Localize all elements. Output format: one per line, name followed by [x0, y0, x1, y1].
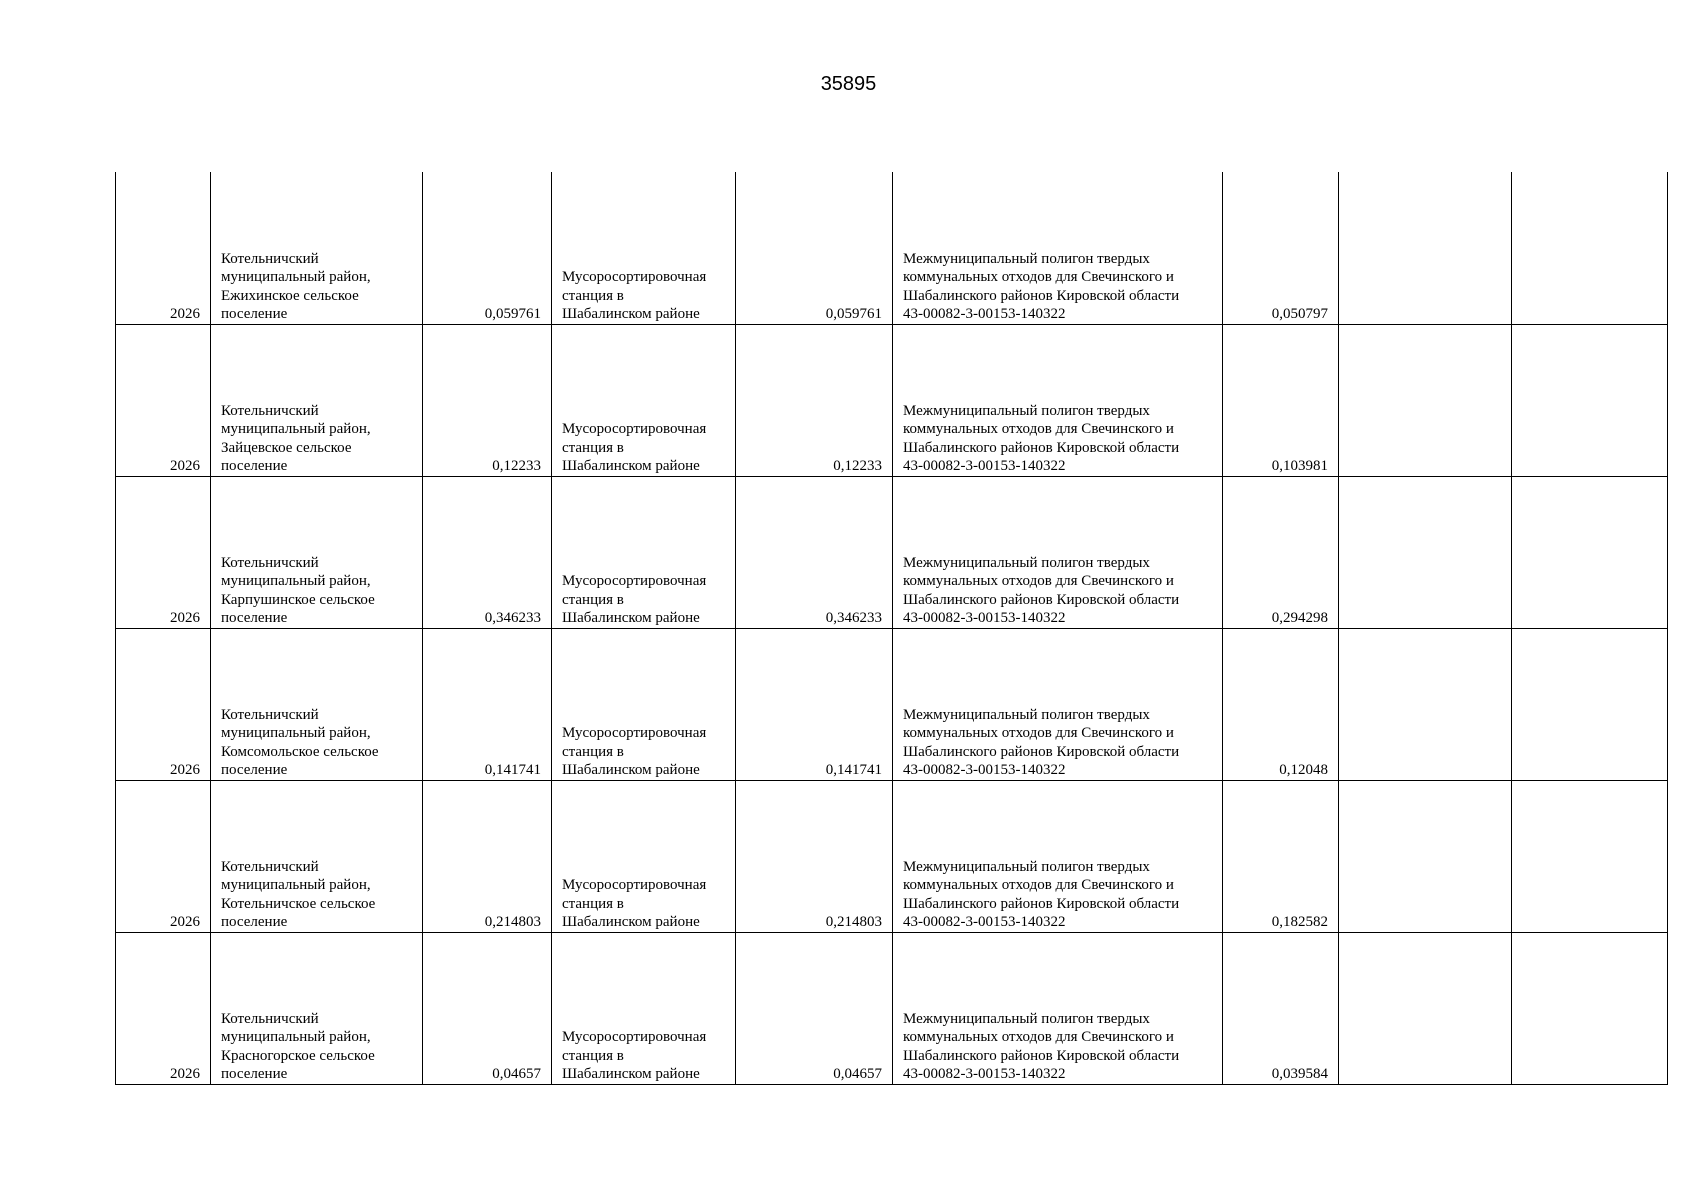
landfill-cell-line: 43-00082-3-00153-140322	[903, 914, 1066, 930]
station-cell-line: Мусоросортировочная	[562, 269, 707, 285]
waste-flow-table	[115, 172, 1668, 1085]
station-value-cell: 0,04657	[736, 932, 893, 1084]
source-cell	[211, 932, 423, 1084]
source-cell	[211, 324, 423, 476]
landfill-cell-line: Межмуниципальный полигон твердых	[903, 1010, 1150, 1027]
station-cell-line: станция в	[562, 287, 624, 304]
landfill-cell-line: 43-00082-3-00153-140322	[903, 610, 1066, 626]
source-cell-line: муниципальный район,	[221, 1029, 371, 1045]
station-cell	[552, 628, 736, 780]
landfill-cell-line: 43-00082-3-00153-140322	[903, 306, 1066, 322]
station-cell	[552, 932, 736, 1084]
station-value-cell: 0,141741	[736, 628, 893, 780]
source-cell-line: Котельничский	[221, 250, 319, 267]
landfill-cell-line: Шабалинского районов Кировской области	[903, 1047, 1180, 1064]
station-value-cell: 0,12233	[736, 324, 893, 476]
landfill-cell	[893, 780, 1223, 932]
empty-cell	[1512, 780, 1668, 932]
empty-cell	[1512, 476, 1668, 628]
year-cell: 2026	[116, 172, 211, 324]
source-cell-line: Красногорское сельское	[221, 1047, 375, 1064]
station-cell-line: станция в	[562, 1047, 624, 1064]
empty-cell	[1339, 476, 1512, 628]
table-row	[116, 172, 1668, 324]
year-cell: 2026	[116, 780, 211, 932]
station-cell-line: Шабалинском районе	[562, 1066, 700, 1082]
source-cell-line: Котельничский	[221, 554, 319, 571]
source-cell-line: Котельничский	[221, 1010, 319, 1027]
source-value-cell: 0,04657	[423, 932, 552, 1084]
landfill-cell-line: 43-00082-3-00153-140322	[903, 1066, 1066, 1082]
landfill-cell-line: коммунальных отходов для Свечинского и	[903, 1029, 1174, 1045]
station-cell-line: станция в	[562, 591, 624, 608]
landfill-cell	[893, 172, 1223, 324]
source-cell-line: Котельничское сельское	[221, 895, 376, 912]
station-cell-line: Мусоросортировочная	[562, 877, 707, 893]
source-cell-line: поселение	[221, 914, 288, 930]
station-value-cell: 0,214803	[736, 780, 893, 932]
empty-cell	[1512, 628, 1668, 780]
landfill-cell-line: коммунальных отходов для Свечинского и	[903, 725, 1174, 741]
empty-cell	[1512, 932, 1668, 1084]
source-cell-line: Комсомольское сельское	[221, 743, 379, 760]
empty-cell	[1339, 780, 1512, 932]
source-cell	[211, 780, 423, 932]
source-cell-line: поселение	[221, 610, 288, 626]
station-cell-line: Шабалинском районе	[562, 306, 700, 322]
landfill-cell-line: Межмуниципальный полигон твердых	[903, 250, 1150, 267]
source-cell-line: Котельничский	[221, 706, 319, 723]
year-cell: 2026	[116, 324, 211, 476]
source-cell-line: поселение	[221, 1066, 288, 1082]
year-cell: 2026	[116, 476, 211, 628]
source-value-cell: 0,346233	[423, 476, 552, 628]
table-row	[116, 780, 1668, 932]
empty-cell	[1339, 932, 1512, 1084]
landfill-cell-line: 43-00082-3-00153-140322	[903, 762, 1066, 778]
empty-cell	[1512, 172, 1668, 324]
landfill-cell-line: коммунальных отходов для Свечинского и	[903, 421, 1174, 437]
empty-cell	[1512, 324, 1668, 476]
station-cell	[552, 172, 736, 324]
table-row	[116, 324, 1668, 476]
station-cell-line: Шабалинском районе	[562, 458, 700, 474]
station-cell-line: Шабалинском районе	[562, 914, 700, 930]
station-cell-line: Мусоросортировочная	[562, 421, 707, 437]
empty-cell	[1339, 172, 1512, 324]
year-cell: 2026	[116, 932, 211, 1084]
station-cell-line: Мусоросортировочная	[562, 1029, 707, 1045]
station-cell	[552, 324, 736, 476]
empty-cell	[1339, 628, 1512, 780]
landfill-cell-line: коммунальных отходов для Свечинского и	[903, 269, 1174, 285]
landfill-cell-line: Межмуниципальный полигон твердых	[903, 706, 1150, 723]
table-body	[116, 172, 1668, 1084]
landfill-cell-line: 43-00082-3-00153-140322	[903, 458, 1066, 474]
source-cell	[211, 628, 423, 780]
station-cell-line: станция в	[562, 743, 624, 760]
landfill-cell-line: Шабалинского районов Кировской области	[903, 287, 1180, 304]
source-cell-line: Котельничский	[221, 858, 319, 875]
source-cell-line: Карпушинское сельское	[221, 591, 375, 608]
station-cell-line: станция в	[562, 895, 624, 912]
station-value-cell: 0,346233	[736, 476, 893, 628]
landfill-cell	[893, 628, 1223, 780]
waste-flow-table-container	[115, 172, 1667, 1085]
table-row	[116, 476, 1668, 628]
source-cell-line: муниципальный район,	[221, 725, 371, 741]
landfill-cell	[893, 324, 1223, 476]
source-cell	[211, 476, 423, 628]
station-cell	[552, 476, 736, 628]
station-cell-line: станция в	[562, 439, 624, 456]
source-value-cell: 0,141741	[423, 628, 552, 780]
source-value-cell: 0,12233	[423, 324, 552, 476]
source-cell-line: муниципальный район,	[221, 269, 371, 285]
station-value-cell: 0,059761	[736, 172, 893, 324]
landfill-value-cell: 0,050797	[1223, 172, 1339, 324]
station-cell-line: Мусоросортировочная	[562, 573, 707, 589]
source-cell-line: Ежихинское сельское	[221, 287, 359, 304]
station-cell-line: Шабалинском районе	[562, 762, 700, 778]
source-cell-line: муниципальный район,	[221, 421, 371, 437]
source-value-cell: 0,059761	[423, 172, 552, 324]
landfill-cell	[893, 476, 1223, 628]
landfill-cell	[893, 932, 1223, 1084]
landfill-value-cell: 0,182582	[1223, 780, 1339, 932]
landfill-cell-line: коммунальных отходов для Свечинского и	[903, 573, 1174, 589]
source-cell	[211, 172, 423, 324]
landfill-cell-line: Шабалинского районов Кировской области	[903, 439, 1180, 456]
source-value-cell: 0,214803	[423, 780, 552, 932]
page-number: 35895	[820, 73, 877, 95]
landfill-value-cell: 0,12048	[1223, 628, 1339, 780]
source-cell-line: муниципальный район,	[221, 877, 371, 893]
source-cell-line: поселение	[221, 458, 288, 474]
landfill-cell-line: Межмуниципальный полигон твердых	[903, 402, 1150, 419]
landfill-cell-line: коммунальных отходов для Свечинского и	[903, 877, 1174, 893]
source-cell-line: Котельничский	[221, 402, 319, 419]
station-cell-line: Мусоросортировочная	[562, 725, 707, 741]
landfill-value-cell: 0,039584	[1223, 932, 1339, 1084]
table-row	[116, 932, 1668, 1084]
table-row	[116, 628, 1668, 780]
source-cell-line: Зайцевское сельское	[221, 439, 352, 456]
year-cell: 2026	[116, 628, 211, 780]
landfill-cell-line: Шабалинского районов Кировской области	[903, 591, 1180, 608]
landfill-value-cell: 0,294298	[1223, 476, 1339, 628]
station-cell-line: Шабалинском районе	[562, 610, 700, 626]
landfill-cell-line: Шабалинского районов Кировской области	[903, 743, 1180, 760]
landfill-cell-line: Межмуниципальный полигон твердых	[903, 554, 1150, 571]
source-cell-line: поселение	[221, 306, 288, 322]
empty-cell	[1339, 324, 1512, 476]
station-cell	[552, 780, 736, 932]
source-cell-line: муниципальный район,	[221, 573, 371, 589]
landfill-value-cell: 0,103981	[1223, 324, 1339, 476]
landfill-cell-line: Межмуниципальный полигон твердых	[903, 858, 1150, 875]
source-cell-line: поселение	[221, 762, 288, 778]
landfill-cell-line: Шабалинского районов Кировской области	[903, 895, 1180, 912]
